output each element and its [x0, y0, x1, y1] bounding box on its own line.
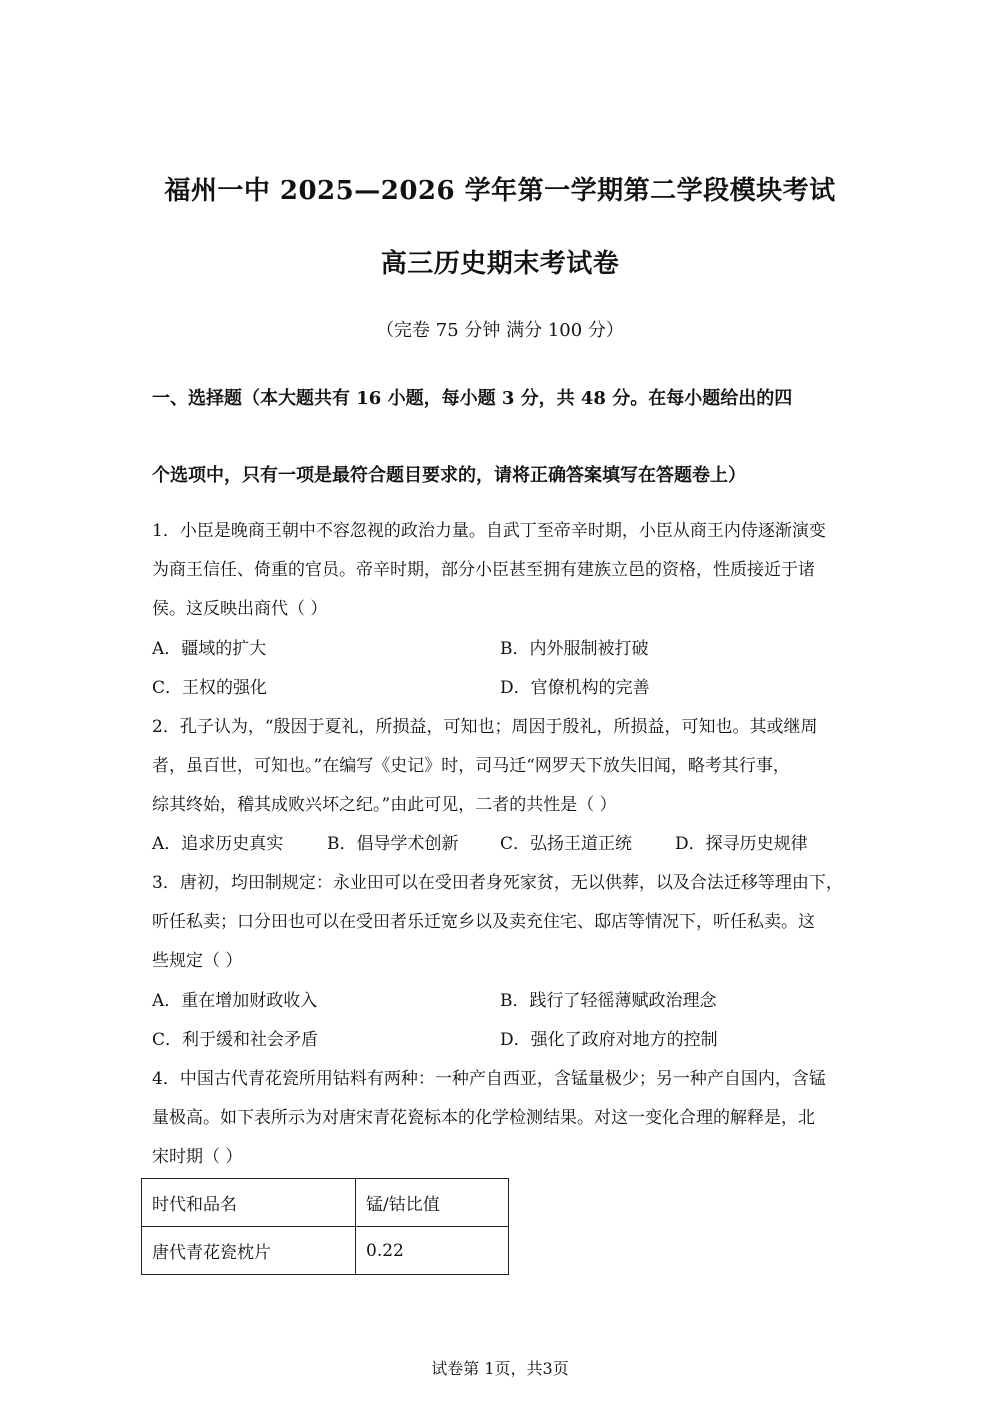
table-cell: 唐代青花瓷枕片: [142, 1227, 356, 1275]
question-4-line-3: 宋时期（ ）: [152, 1147, 243, 1167]
question-3-option-a: A．重在增加财政收入: [152, 991, 318, 1011]
question-2-option-c: C．弘扬王道正统: [500, 834, 633, 854]
question-3-line-2: 听任私卖；口分田也可以在受田者乐迁宽乡以及卖充住宅、邸店等情况下，听任私卖。这: [152, 912, 815, 932]
question-3-line-3: 些规定（ ）: [152, 951, 243, 971]
question-1-line-2: 为商王信任、倚重的官员。帝辛时期，部分小臣甚至拥有建族立邑的资格，性质接近于诸: [152, 560, 815, 580]
table-header-row: [142, 1179, 509, 1227]
exam-subtitle: 高三历史期末考试卷: [380, 249, 620, 279]
section-heading-line-1: 一、选择题（本大题共有 16 小题，每小题 3 分，共 48 分。在每小题给出的四: [152, 388, 793, 409]
page-footer: 试卷第 1页，共3页: [431, 1359, 569, 1378]
question-3-option-c: C．利于缓和社会矛盾: [152, 1030, 319, 1050]
question-1-option-d: D．官僚机构的完善: [500, 678, 650, 698]
table-header-cell: 时代和品名: [142, 1179, 356, 1227]
question-2-option-d: D．探寻历史规律: [675, 834, 808, 854]
question-2-line-3: 综其终始，稽其成败兴坏之纪。”由此可见，二者的共性是（ ）: [152, 795, 617, 815]
exam-title: 福州一中 2025—2026 学年第一学期第二学段模块考试: [164, 176, 836, 206]
question-2-line-2: 者，虽百世，可知也。”在编写《史记》时，司马迁“网罗天下放失旧闻，略考其行事，: [152, 756, 790, 776]
table-row: [142, 1227, 509, 1275]
question-3-option-d: D．强化了政府对地方的控制: [500, 1030, 718, 1050]
section-heading-line-2: 个选项中，只有一项是最符合题目要求的，请将正确答案填写在答题卷上）: [152, 465, 746, 486]
table-header-cell: 锰/钴比值: [356, 1179, 509, 1227]
table-cell: 0.22: [356, 1227, 509, 1275]
question-3-option-b: B．践行了轻徭薄赋政治理念: [500, 991, 717, 1011]
question-3-line-1: 3．唐初，均田制规定：永业田可以在受田者身死家贫，无以供葬，以及合法迁移等理由下，: [152, 873, 843, 893]
question-1-line-3: 侯。这反映出商代（ ）: [152, 599, 328, 619]
exam-info: （完卷 75 分钟 满分 100 分）: [376, 320, 624, 341]
question-2-line-1: 2．孔子认为，“殷因于夏礼，所损益，可知也；周因于殷礼，所损益，可知也。其或继周: [152, 717, 818, 737]
question-1-option-b: B．内外服制被打破: [500, 639, 649, 659]
question-2-option-b: B．倡导学术创新: [327, 834, 459, 854]
question-1-option-a: A．疆域的扩大: [152, 639, 267, 659]
question-1-line-1: 1．小臣是晚商王朝中不容忽视的政治力量。自武丁至帝辛时期，小臣从商王内侍逐渐演变: [152, 521, 826, 541]
question-2-option-a: A．追求历史真实: [152, 834, 284, 854]
question-1-option-c: C．王权的强化: [152, 678, 268, 698]
question-4-line-1: 4．中国古代青花瓷所用钴料有两种：一种产自西亚，含锰量极少；另一种产自国内，含锰: [152, 1069, 826, 1089]
data-table: [141, 1178, 509, 1275]
question-4-line-2: 量极高。如下表所示为对唐宋青花瓷标本的化学检测结果。对这一变化合理的解释是，北: [152, 1108, 815, 1128]
